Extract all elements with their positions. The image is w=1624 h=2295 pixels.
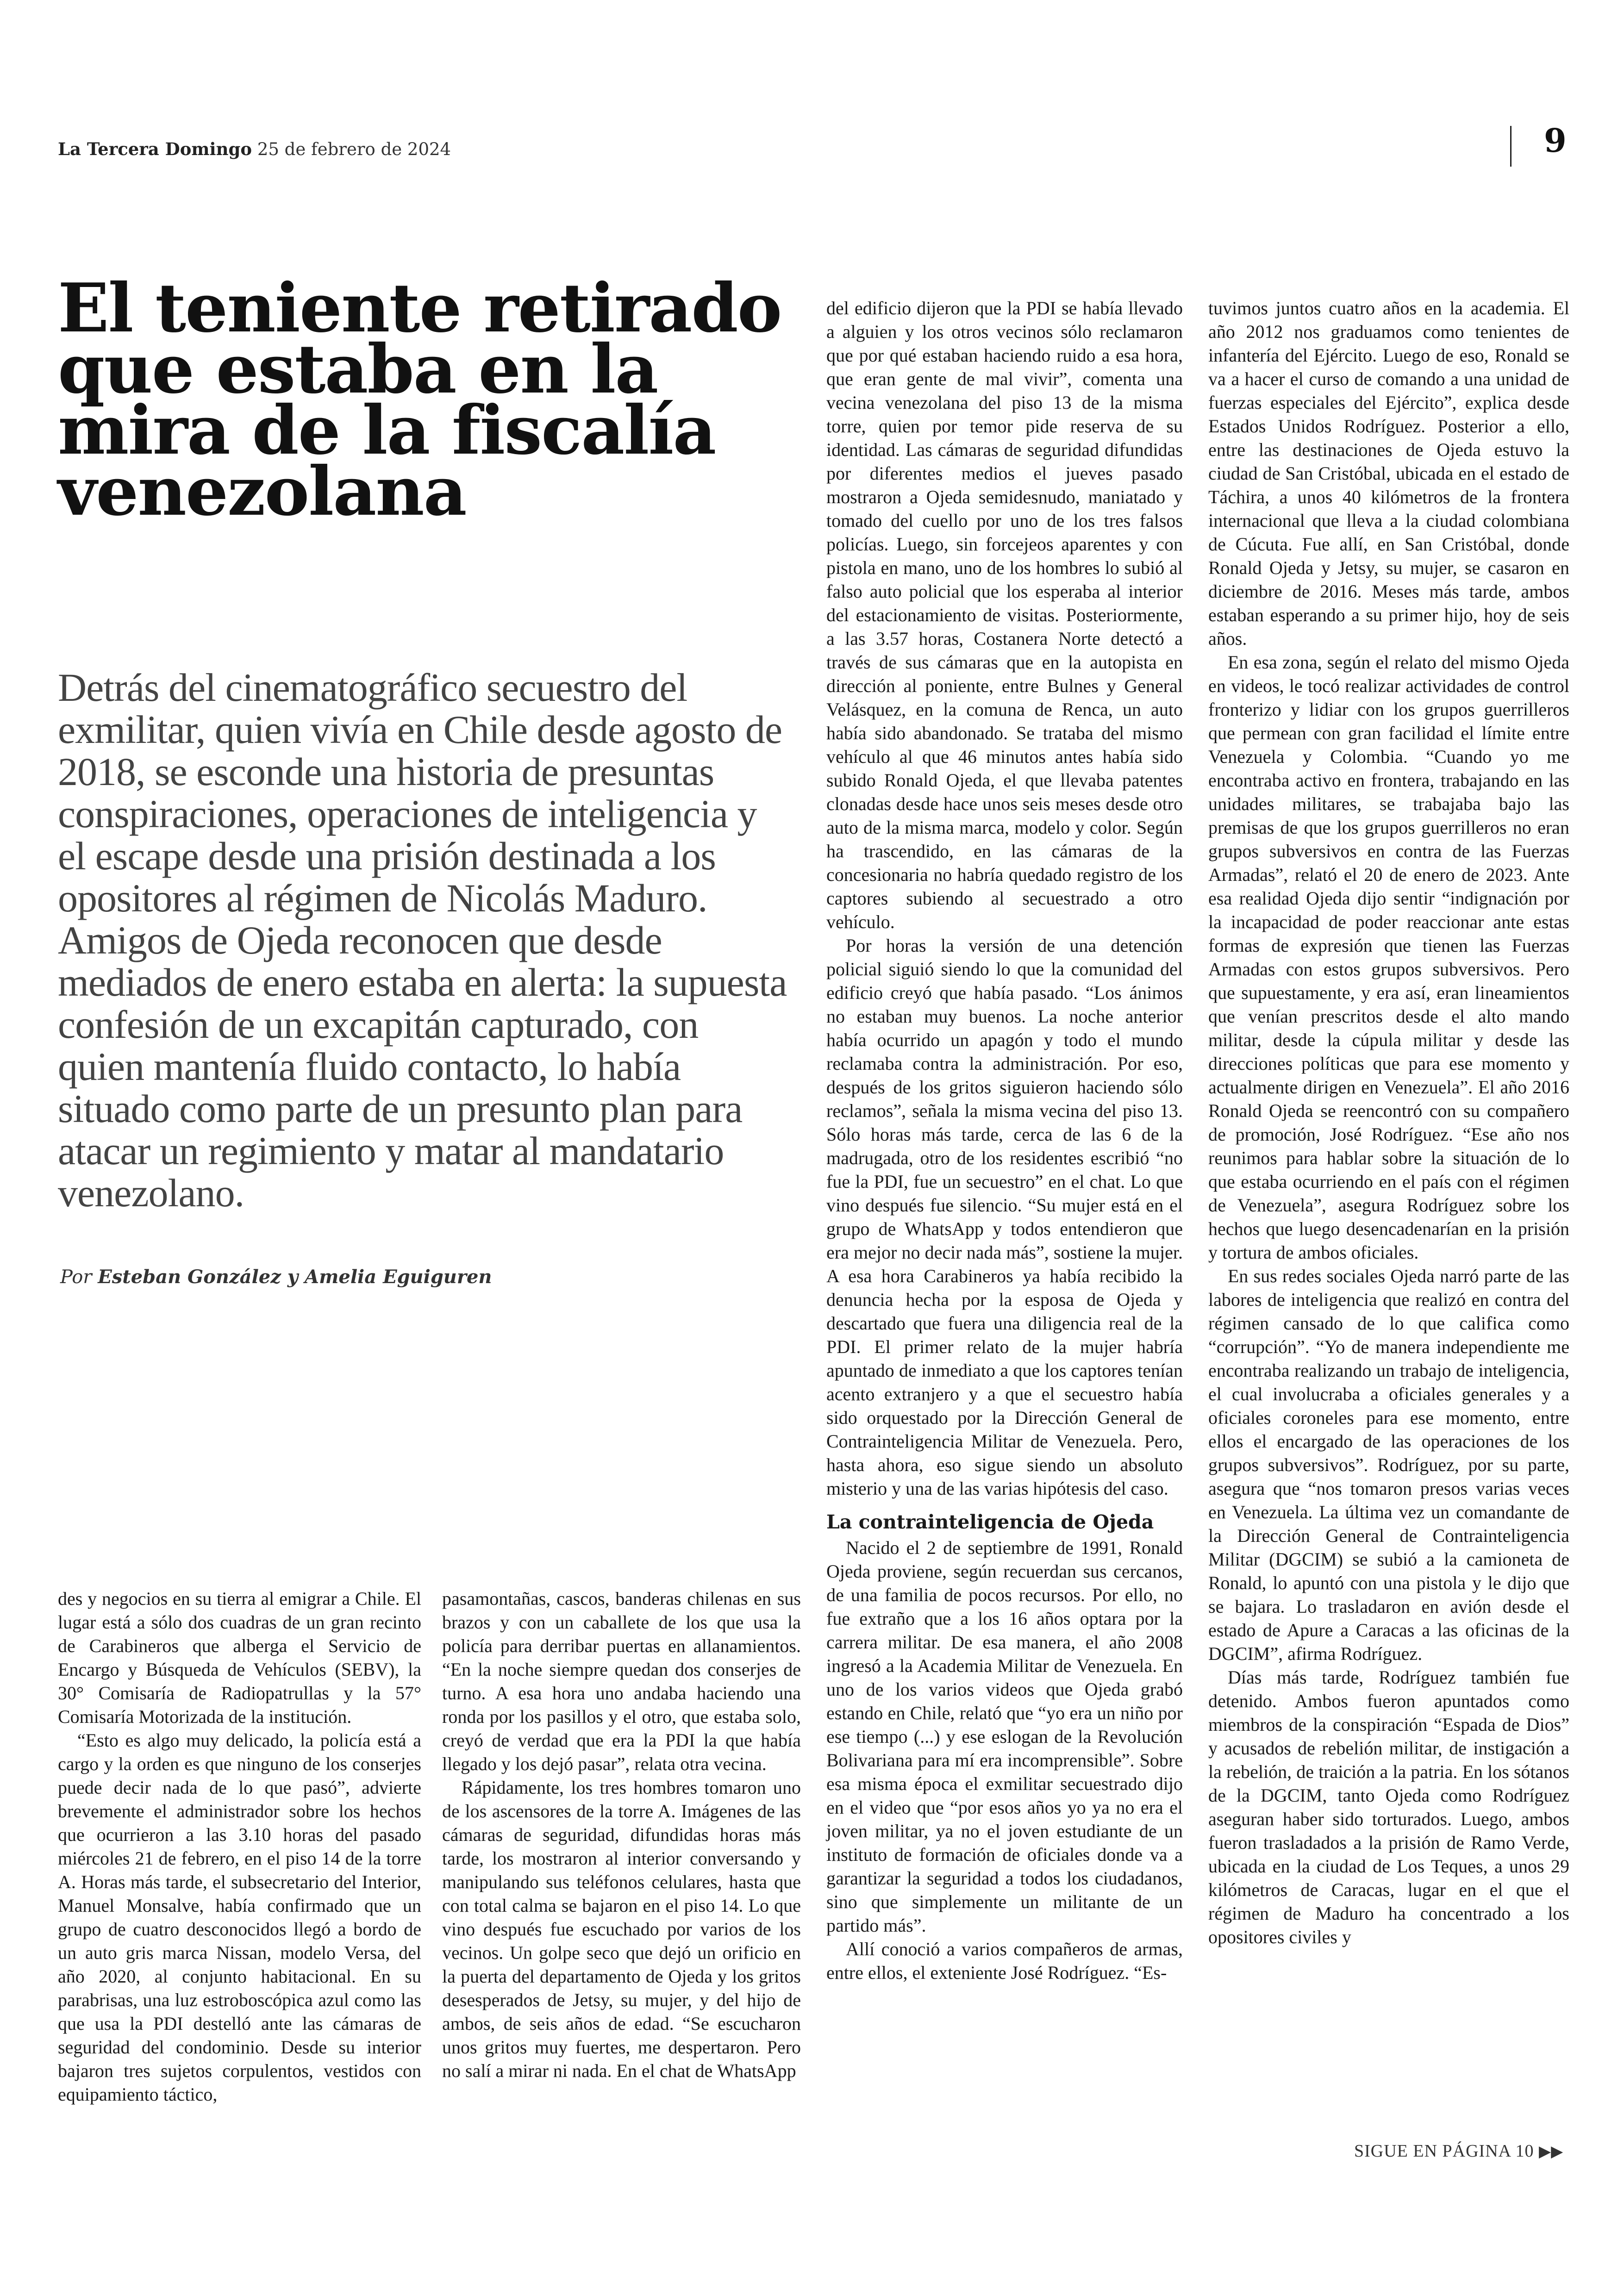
paragraph: pasamontañas, cascos, banderas chilenas en sus brazos y con un caballete de los que usa la policía para derribar puertas en allanamientos. “En la noche siempre quedan dos conserjes de turno. A esa hora uno andaba haciendo una ronda por los pasillos y el otro, que estaba solo, creyó de verdad que era la PDI la que había llegado y los dejó pasar”, relata otra vecina.	[442, 1588, 801, 1774]
continued-on-page	[1354, 2141, 1563, 2161]
byline-prefix: Por	[60, 1266, 92, 1288]
header-divider	[1510, 126, 1512, 167]
paragraph: En esa zona, según el relato del mismo Ojeda en videos, le tocó realizar actividades de control fronterizo y lidiar con los grupos guerrilleros que permean con gran facilidad el límite entre Venezuela y Colombia. “Cuando yo me encontraba activo en frontera, trabajando en las unidades militares, se trabajaba bajo las premisas de que los grupos guerrilleros no eran grupos subversivos en contra de las Fuerzas Armadas”, relató el 20 de enero de 2023. Ante esa realidad Ojeda dijo sentir “indignación por la incapacidad de poder reaccionar ante estas formas de expresión que tienen las Fuerzas Armadas con estos grupos subversivos. Pero que supuestamente, y era así, eran lineamientos que venían prescritos desde el alto mando militar, desde la cúpula militar y desde las direcciones políticas que para ese momento y actualmente dirigen en Venezuela”. El año 2016 Ronald Ojeda se reencontró con su compañero de promoción, José Rodríguez. “Ese año nos reunimos para hablar sobre la situación de lo que estaba ocurriendo en el país con el régimen de Venezuela”, asegura Rodríguez sobre los hechos que luego desencadenarían en la prisión y tortura de ambos oficiales.	[1208, 652, 1569, 1263]
article-column-4	[1208, 296, 1569, 1949]
continue-label: SIGUE EN PÁGINA 10	[1354, 2141, 1534, 2161]
paragraph: En sus redes sociales Ojeda narró parte de las labores de inteligencia que realizó en contra del régimen cansado de lo que califica como “corrupción”. “Yo de manera independiente me encontraba realizando un trabajo de inteligencia, el cual involucraba a oficiales generales y a oficiales coroneles para ese momento, entre ellos el encargado de las operaciones de los grupos subversivos”. Rodríguez, por su parte, asegura que “nos tomaron presos varias veces en Venezuela. La última vez un comandante de la Dirección General de Contrainteligencia Militar (DGCIM) se subió a la camioneta de Ronald, lo apuntó con una pistola y le dijo que se bajara. Lo trasladaron en avión desde el estado de Apure a Caracas a las oficinas de la DGCIM”, afirma Rodríguez.	[1208, 1266, 1569, 1664]
paragraph: Días más tarde, Rodríguez también fue detenido. Ambos fueron apuntados como miembros de la conspiración “Espada de Dios” y acusados de rebelión militar, de instigación a la rebelión, de traición a la patria. En los sótanos de la DGCIM, tanto Ojeda como Rodríguez aseguran haber sido torturados. Luego, ambos fueron trasladados a la prisión de Ramo Verde, ubicada en la ciudad de Los Teques, a unos 29 kilómetros de Caracas, lugar en el que el régimen de Maduro ha concentrado a los opositores civiles y	[1208, 1667, 1569, 1947]
section-subhead: La contrainteligencia de Ojeda	[826, 1511, 1154, 1533]
byline-authors: Esteban González y Amelia Eguiguren	[98, 1266, 492, 1288]
paragraph: Por horas la versión de una detención policial siguió siendo lo que la comunidad del edificio creyó que había pasado. “Los ánimos no estaban muy buenos. La noche anterior había ocurrido un apagón y todo el mundo reclamaba contra la administración. Por eso, después de los gritos siguieron haciendo sólo reclamos”, señala la misma vecina del piso 13. Sólo horas más tarde, cerca de las 6 de la madrugada, otro de los residentes escribió “no fue la PDI, fue un secuestro” en el chat. Lo que vino después fue silencio. “Su mujer está en el grupo de WhatsApp y todos entendieron que era mejor no decir nada más”, sostiene la mujer. A esa hora Carabineros ya había recibido la denuncia hecha por la esposa de Ojeda y descartado que fuera una diligencia real de la PDI. El primer relato de la mujer habría apuntado de inmediato a que los captores tenían acento extranjero y a que el secuestro había sido orquestado por la Dirección General de Contrainteligencia Militar de Venezuela. Pero, hasta ahora, eso sigue siendo un absoluto misterio y una de las varias hipótesis del caso.	[826, 935, 1183, 1499]
paragraph: Rápidamente, los tres hombres tomaron uno de los ascensores de la torre A. Imágenes de las cámaras de seguridad, difundidas horas más tarde, los mostraron al interior conversando y manipulando sus teléfonos celulares, hasta que con total calma se bajaron en el piso 14. Lo que vino después fue escuchado por varios de los vecinos. Un golpe seco que dejó un orificio en la puerta del departamento de Ojeda y los gritos desesperados de Jetsy, su mujer, y del hijo de ambos, de seis años de edad. “Se escucharon unos gritos muy fuertes, me despertaron. Pero no salí a mirar ni nada. En el chat de WhatsApp	[442, 1777, 801, 2081]
paragraph: tuvimos juntos cuatro años en la academia. El año 2012 nos graduamos como tenientes de infantería del Ejército. Luego de eso, Ronald se va a hacer el curso de comando a una unidad de fuerzas especiales del Ejército”, explica desde Estados Unidos Rodríguez. Posterior a ello, entre las destinaciones de Ojeda estuvo la ciudad de San Cristóbal, ubicada en el estado de Táchira, a unos 40 kilómetros de la frontera internacional que lleva a la ciudad colombiana de Cúcuta. Fue allí, en San Cristóbal, donde Ronald Ojeda y Jetsy, su mujer, se casaron en diciembre de 2016. Meses más tarde, ambos estaban esperando a su primer hijo, hoy de seis años.	[1208, 298, 1569, 649]
paragraph: Nacido el 2 de septiembre de 1991, Ronald Ojeda proviene, según recuerdan sus cercanos, de una familia de pocos recursos. Por ello, no fue extraño que a los 16 años optara por la carrera militar. De esa manera, el año 2008 ingresó a la Academia Militar de Venezuela. En uno de los varios videos que Ojeda grabó estando en Chile, relató que “yo era un niño por ese tiempo (...) y ese eslogan de la Revolución Bolivariana para mí era incomprensible”. Sobre esa misma época el exmilitar secuestrado dijo en el video que “por esos años yo ya no era el joven militar, ya no el joven estudiante de un instituto de formación de oficiales donde va a garantizar la seguridad a todos los ciudadanos, sino que simplemente un militante de un partido más”.	[826, 1537, 1183, 1936]
page-header	[58, 139, 451, 159]
article-column-3	[826, 296, 1183, 1984]
article-column-2	[442, 1587, 801, 2083]
article-column-1	[58, 1587, 421, 2106]
standfirst: Detrás del cinematográfico secuestro del exmilitar, quien vivía en Chile desde agosto de 2018, se esconde una historia de presuntas conspiraciones, operaciones de inteligencia y el escape desde una prisión destinada a los opositores al régimen de Nicolás Maduro. Amigos de Ojeda reconocen que desde mediados de enero estaba en alerta: la supuesta confesión de un excapitán capturado, con quien mantenía fluido contacto, lo había situado como parte de un presunto plan para atacar un regimiento y matar al mandatario venezolano.	[58, 665, 787, 1215]
paragraph: Allí conoció a varios compañeros de armas, entre ellos, el exteniente José Rodríguez. “Es-	[826, 1939, 1183, 1983]
double-arrow-icon: ▶▶	[1539, 2143, 1563, 2160]
paragraph: del edificio dijeron que la PDI se había llevado a alguien y los otros vecinos sólo reclamaron que por qué estaban haciendo ruido a esa hora, que eran gente de mal vivir”, comenta una vecina venezolana del piso 13 de la misma torre, quien por temor pide reserva de su identidad. Las cámaras de seguridad difundidas por diferentes medios el jueves pasado mostraron a Ojeda semidesnudo, maniatado y tomado del cuello por uno de los tres falsos policías. Luego, sin forcejeos aparentes y con pistola en mano, uno de los hombres lo subió al falso auto policial que los esperaba al interior del estacionamiento de visitas. Posteriormente, a las 3.57 horas, Costanera Norte detectó a través de sus cámaras que en la autopista en dirección al poniente, entre Bulnes y General Velásquez, en la comuna de Renca, un auto había sido abandonado. Se trataba del mismo vehículo al que 46 minutos antes había sido subido Ronald Ojeda, el que llevaba patentes clonadas desde hace unos seis meses desde otro auto de la misma marca, modelo y color. Según ha trascendido, en las cámaras de la concesionaria no habría quedado registro de los captores subiendo al secuestrado a otro vehículo.	[826, 298, 1183, 932]
issue-date: 25 de febrero de 2024	[257, 139, 451, 159]
headline: El teniente retirado que estaba en la mira de la fiscalía venezolana	[58, 269, 781, 531]
paragraph: “Esto es algo muy delicado, la policía está a cargo y la orden es que ninguno de los conserjes puede decir nada de lo que pasó”, advierte brevemente el administrador sobre los hechos que ocurrieron a las 3.10 horas del pasado miércoles 21 de febrero, en el piso 14 de la torre A. Horas más tarde, el subsecretario del Interior, Manuel Monsalve, había confirmado que un grupo de cuatro desconocidos llegó a bordo de un auto gris marca Nissan, modelo Versa, del año 2020, al conjunto habitacional. En su parabrisas, una luz estroboscópica azul como las que usa la PDI destelló ante las cámaras de seguridad del condominio. Desde su interior bajaron tres sujetos corpulentos, vestidos con equipamiento táctico,	[58, 1730, 421, 2105]
byline	[60, 1266, 492, 1288]
page-number: 9	[1544, 121, 1567, 160]
publication-name: La Tercera Domingo	[58, 139, 252, 159]
paragraph: des y negocios en su tierra al emigrar a Chile. El lugar está a sólo dos cuadras de un gran recinto de Carabineros que alberga el Servicio de Encargo y Búsqueda de Vehículos (SEBV), la 30° Comisaría de Radiopatrullas y la 57° Comisaría Motorizada de la institución.	[58, 1588, 421, 1727]
